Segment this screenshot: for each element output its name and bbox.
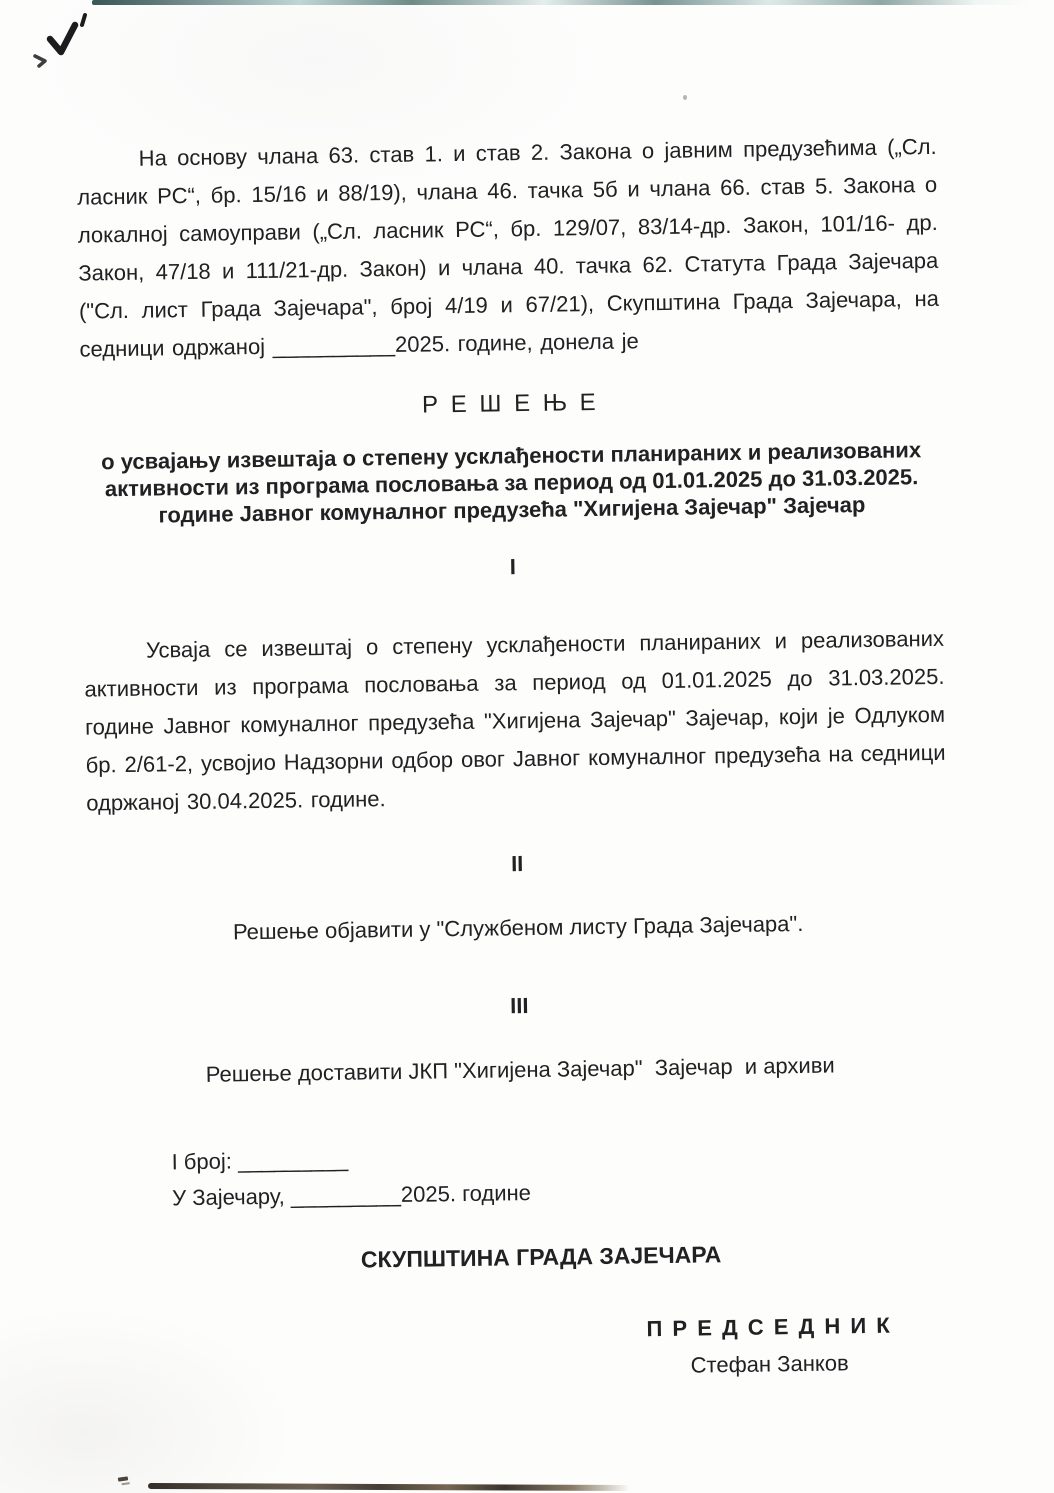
decision-subtitle: о усвајању извештаја о степену усклађености планираних и реализованих активности из програма пословања за период од 01.01.2025 до 31.03.2025. године Јавног комуналног предузећа "Хигијена Зајечар" Зајечар (101, 437, 922, 528)
section-2-numeral: II (510, 851, 524, 877)
place-date-line: У Зајечару, _________2025. године (171, 1180, 532, 1211)
president-name: Стефан Занков (690, 1350, 849, 1378)
section-3-paragraph: Решење доставити ЈКП "Хигијена Зајечар" Зајечар и архиви (205, 1052, 835, 1087)
bottom-scan-tick-artifact (118, 1476, 128, 1481)
section-1-numeral: I (509, 554, 517, 580)
section-2-paragraph: Решење објавити у "Службеном листу Града Зајечара". (232, 910, 804, 945)
assembly-name: СКУПШТИНА ГРАДА ЗАЈЕЧАРА (360, 1241, 722, 1273)
decision-title: Р Е Ш Е Њ Е (421, 388, 599, 419)
section-3-numeral: III (509, 993, 529, 1019)
president-title: П Р Е Д С Е Д Н И К (646, 1312, 892, 1342)
intro-paragraph: На основу члана 63. став 1. и став 2. Закона о јавним предузећима („Сл. ласник РС“, бр. 15/16 и 88/19), члана 46. тачка 5б и члана 66. став 5. Закона о локалној самоуправи („Сл. ласник РС“, бр. 129/07, 83/14-др. Закон, 101/16- др. Закон, 47/18 и 111/21-др. Закон) и члана 40. тачка 62. Статута Града Зајечара ("Сл. лист Града Зајечара", број 4/19 и 67/21), Скупштина Града Зајечара, на седници одржаној __________2025. године, донела је (77, 133, 940, 362)
meta-block (171, 1133, 952, 1217)
case-number-line: I број: _________ (171, 1146, 349, 1175)
section-1-paragraph: Усваја се извештај о степену усклађености планираних и реализованих активности из програма пословања за период од 01.01.2025 до 31.03.2025. године Јавног комуналног предузећа "Хигијена Зајечар" Зајечар, који је Одлуком бр. 2/61-2, усвојио Надзорни одбор овог Јавног комуналног предузећа на седници одржаној 30.04.2025. године. (84, 625, 946, 816)
signature-block (609, 1311, 930, 1381)
bottom-scan-smudge-artifact (148, 1483, 630, 1491)
